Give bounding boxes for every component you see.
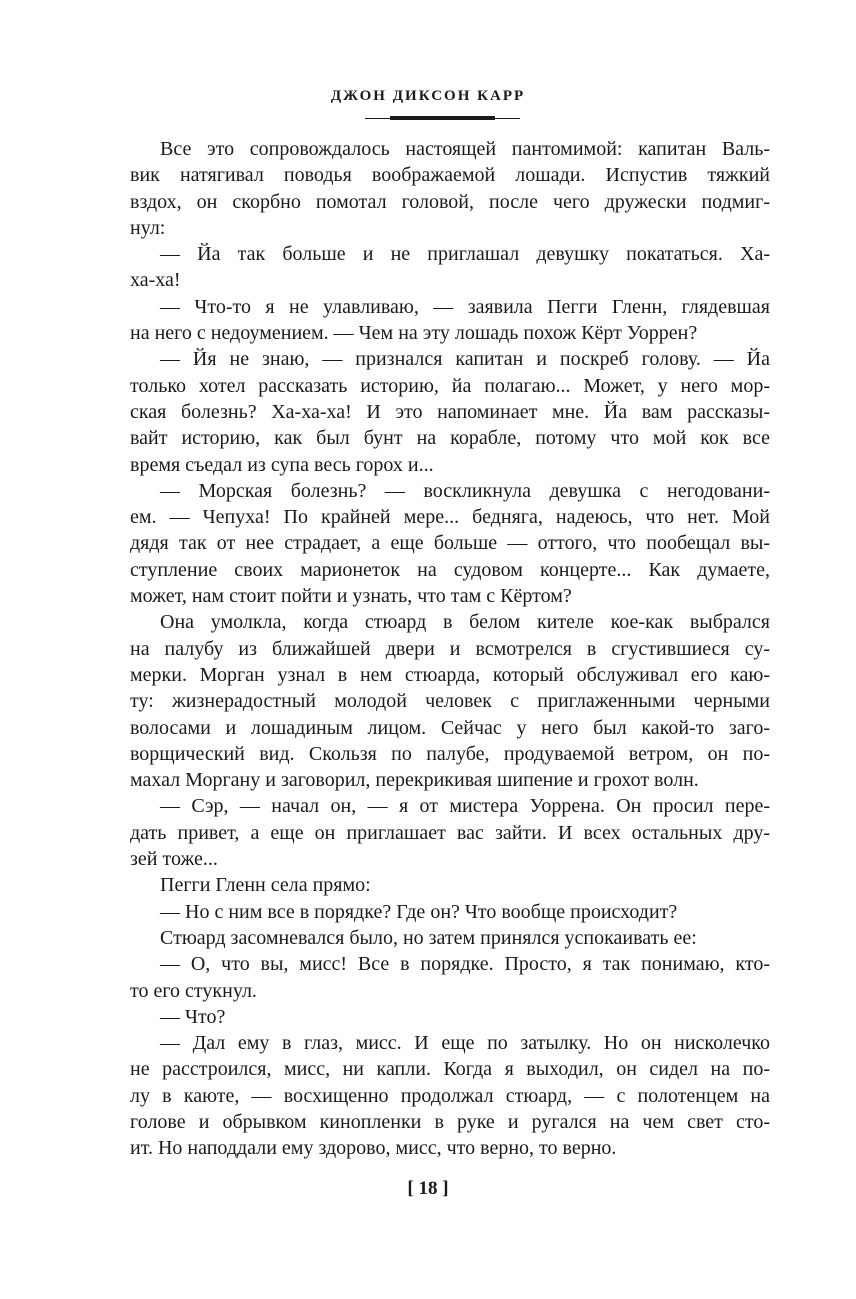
text-line: мерки. Морган узнал в нем стюарда, который обслуживал его каю- bbox=[130, 663, 770, 686]
text-line: вайт историю, как был бунт на корабле, потому что мой кок все bbox=[130, 427, 770, 450]
running-head-author: ДЖОН ДИКСОН КАРР bbox=[330, 88, 526, 104]
paragraph bbox=[130, 872, 770, 898]
text-line: ворщический вид. Скользя по палубе, продуваемой ветром, он по- bbox=[130, 742, 770, 765]
text-line: нул: bbox=[130, 216, 166, 239]
text-line: Пегги Гленн села прямо: bbox=[160, 874, 371, 897]
text-line: Она умолкла, когда стюард в белом кителе кое-как выбрался bbox=[160, 611, 770, 634]
text-line: голове и обрывком кинопленки в руке и ругался на чем свет сто- bbox=[130, 1110, 770, 1133]
paragraph bbox=[130, 294, 770, 347]
paragraph bbox=[130, 793, 770, 872]
text-line: ем. — Чепуха! По крайней мере... бедняга, надеюсь, что нет. Мой bbox=[130, 506, 770, 529]
paragraph bbox=[130, 346, 770, 477]
text-line: лу в каюте, — восхищенно продолжал стюард, — с полотенцем на bbox=[130, 1084, 770, 1107]
text-line: — Что? bbox=[160, 1005, 226, 1028]
text-line: вик натягивал поводья воображаемой лошади. Испустив тяжкий bbox=[130, 164, 770, 187]
text-line: махал Моргану и заговорил, перекрикивая шипение и грохот волн. bbox=[130, 769, 699, 792]
text-line: на него с недоумением. — Чем на эту лошадь похож Кёрт Уоррен? bbox=[130, 322, 698, 345]
text-line: — Йя не знаю, — признался капитан и поскреб голову. — Йа bbox=[160, 348, 770, 371]
paragraph bbox=[130, 136, 770, 241]
text-line: ступление своих марионеток на судовом концерте... Как думаете, bbox=[130, 558, 770, 581]
paragraph bbox=[130, 609, 770, 793]
text-line: — Но с ним все в порядке? Где он? Что вообще происходит? bbox=[160, 900, 678, 923]
text-line: не расстроился, мисс, ни капли. Когда я выходил, он сидел на по- bbox=[130, 1058, 770, 1081]
text-line: зей тоже... bbox=[130, 848, 218, 871]
text-line: ха-ха! bbox=[130, 269, 181, 292]
text-line: — Что-то я не улавливаю, — заявила Пегги Гленн, глядевшая bbox=[160, 295, 770, 318]
text-line: то его стукнул. bbox=[130, 979, 257, 1002]
text-line: — Морская болезнь? — воскликнула девушка с негодовани- bbox=[160, 479, 770, 502]
text-line: ит. Но наподдали ему здорово, мисс, что верно, то верно. bbox=[130, 1137, 617, 1160]
body-text bbox=[130, 136, 770, 1162]
paragraph bbox=[130, 1030, 770, 1161]
paragraph bbox=[130, 241, 770, 294]
text-line: — О, что вы, мисс! Все в порядке. Просто, я так понимаю, кто- bbox=[160, 953, 770, 976]
text-line: дядя так от нее страдает, а еще больше — оттого, что пообещал вы- bbox=[130, 532, 770, 555]
page-number: [ 18 ] bbox=[407, 1178, 449, 1199]
text-line: — Йа так больше и не приглашал девушку покататься. Ха- bbox=[160, 243, 770, 266]
text-line: на палубу из ближайшей двери и всмотрелся в сгустившиеся су- bbox=[130, 637, 770, 660]
text-line: Стюард засомневался было, но затем принялся успокаивать ее: bbox=[160, 926, 697, 949]
text-line: волосами и лошадиным лицом. Сейчас у него был какой-то заго- bbox=[130, 716, 770, 739]
text-line: ская болезнь? Ха-ха-ха! И это напоминает мне. Йа вам рассказы- bbox=[130, 400, 770, 423]
paragraph bbox=[130, 899, 770, 925]
header-rule-accent bbox=[390, 116, 495, 120]
text-line: может, нам стоит пойти и узнать, что там с Кёртом? bbox=[130, 585, 572, 608]
paragraph bbox=[130, 925, 770, 951]
text-line: Все это сопровождалось настоящей пантомимой: капитан Валь- bbox=[160, 138, 770, 160]
text-line: только хотел рассказать историю, йа полагаю... Может, у него мор- bbox=[130, 374, 770, 397]
text-line: ту: жизнерадостный молодой человек с приглаженными черными bbox=[130, 690, 770, 713]
text-line: вздох, он скорбно помотал головой, после чего дружески подмиг- bbox=[130, 190, 770, 213]
text-line: — Дал ему в глаз, мисс. И еще по затылку. Но он нисколечко bbox=[160, 1032, 770, 1055]
paragraph bbox=[130, 1004, 770, 1030]
paragraph bbox=[130, 951, 770, 1004]
text-line: — Сэр, — начал он, — я от мистера Уоррена. Он просил пере- bbox=[160, 795, 770, 818]
paragraph bbox=[130, 478, 770, 609]
text-line: дать привет, а еще он приглашает вас зайти. И всех остальных дру- bbox=[130, 821, 770, 844]
text-line: время съедал из супа весь горох и... bbox=[130, 453, 434, 476]
